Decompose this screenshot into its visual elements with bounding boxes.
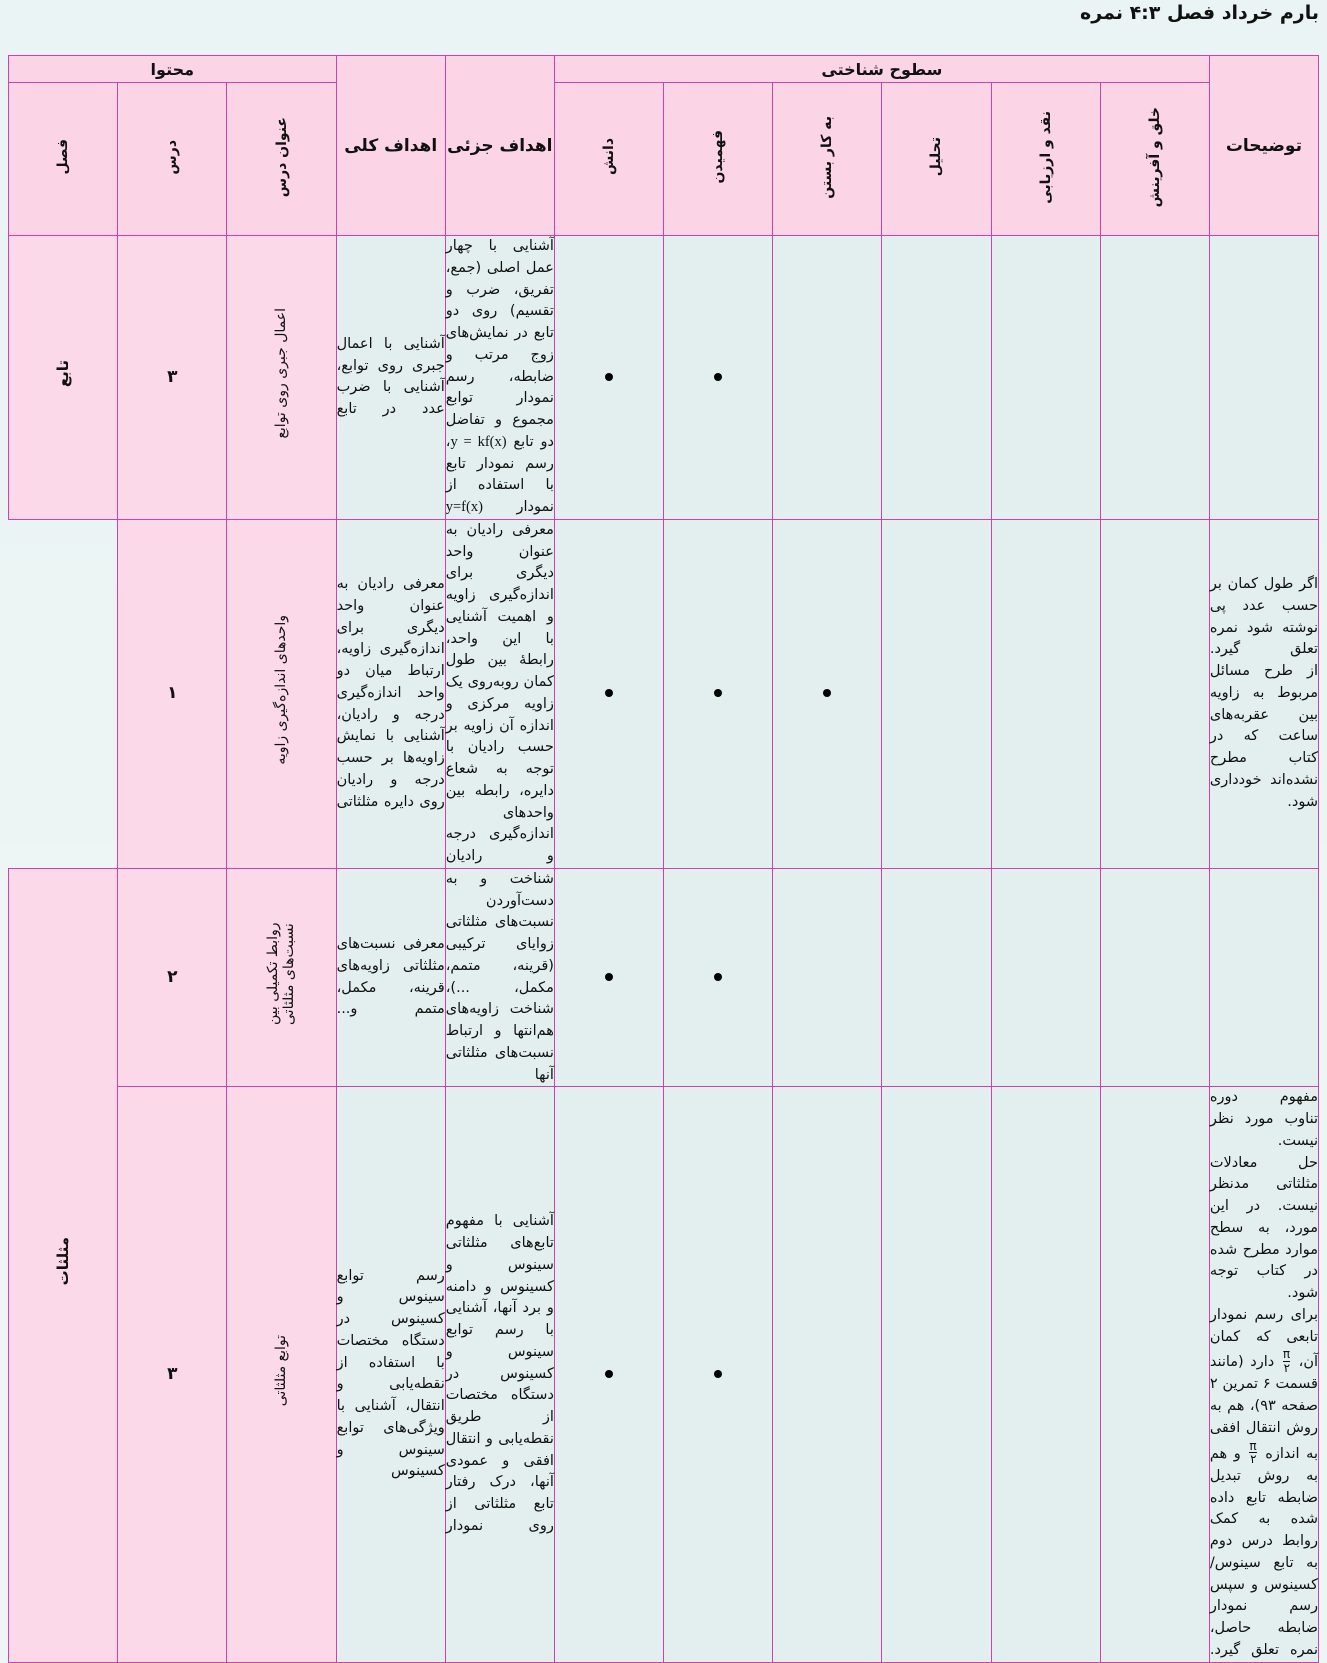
cell-level-apply[interactable] <box>773 236 882 520</box>
cell-notes: مفهوم دوره تناوب مورد نظر نیست. حل معادلات مثلثاتی مدنظر نیست. در این مورد، به سطح موارد مطرح شده در کتاب توجه شود. برای رسم نمودار تابعی که کمان آن، $\frac{\pi}{۲}$ دارد (مانند قسمت ۶ تمرین ۲ صفحه ۹۳)، هم به روش انتقال افقی به اندازه $\frac{\pi}{۲}$ و هم به روش تبدیل ضابطه تابع داده شده به کمک روابط درس دوم به تابع سینوس/کسینوس و سپس رسم نمودار ضابطه حاصل، نمره تعلق گیرد. <box>1209 1087 1318 1662</box>
cell-level-evaluate[interactable] <box>991 519 1100 868</box>
cell-lesson-number: ۳ <box>118 236 227 520</box>
chapter-label: تابع <box>53 359 72 388</box>
header-content-group: محتوا <box>9 56 337 83</box>
cell-level-understand[interactable] <box>664 236 773 520</box>
level-marker-empty <box>1151 1370 1159 1378</box>
header-level-create-label: خلق و آفرینش <box>1146 106 1163 208</box>
cell-notes: اگر طول کمان بر حسب عدد پی نوشته شود نمره تعلق گیرد. از طرح مسائل مربوط به زاویه بین عقربه‌های ساعت که در کتاب مطرح نشده‌اند خودداری شود. <box>1209 519 1318 868</box>
header-goal-detail: اهداف جزئی <box>445 56 554 236</box>
table-row <box>9 236 1319 520</box>
level-marker-dot-icon <box>714 689 722 697</box>
cell-goal-detail: آشنایی با چهار عمل اصلی (جمع، تفریق، ضرب و تقسیم) روی دو تابع در نمایش‌های زوج مرتب و ضابطه، رسم نمودار توابع مجموع و تفاضل دو تابع y = kf(x)، رسم نمودار تابع با استفاده از نمودار y=f(x) <box>445 236 554 520</box>
cell-level-apply[interactable] <box>773 519 882 868</box>
header-level-evaluate <box>991 83 1100 236</box>
level-marker-empty <box>1042 373 1050 381</box>
fraction: $\frac{\pi}{۲}$ <box>1282 1347 1291 1375</box>
level-marker-dot-icon <box>823 689 831 697</box>
cell-level-analyze[interactable] <box>882 1087 991 1662</box>
cell-goal-general: رسم توابع سینوس و کسینوس در دستگاه مختصات با استفاده از نقطه‌یابی و انتقال، آشنایی با ویژگی‌های توابع سینوس و کسینوس <box>336 1087 445 1662</box>
cell-goal-general: معرفی رادیان به عنوان واحد دیگری برای اندازه‌گیری زاویه، ارتباط میان دو واحد اندازه‌گیری درجه و رادیان، آشنایی با نمایش زاویه‌ها بر حسب درجه و رادیان روی دایره مثلثاتی <box>336 519 445 868</box>
header-level-evaluate-label: نقد و ارزیابی <box>1037 110 1054 204</box>
cell-level-apply[interactable] <box>773 1087 882 1662</box>
table-row <box>9 868 1319 1087</box>
table-body <box>9 236 1319 1663</box>
header-level-apply-label: به کار بستن <box>819 115 836 199</box>
cell-chapter <box>9 868 118 1662</box>
header-level-apply <box>773 83 882 236</box>
cell-level-create[interactable] <box>1100 236 1209 520</box>
level-marker-dot-icon <box>605 973 613 981</box>
level-marker-dot-icon <box>605 373 613 381</box>
table-row <box>9 1087 1319 1662</box>
table-row <box>9 519 1319 868</box>
cell-level-knowledge[interactable] <box>554 519 663 868</box>
lesson-title-label: توابع مثلثاتی <box>273 1334 290 1407</box>
level-marker-empty <box>823 373 831 381</box>
header-goal-general: اهداف کلی <box>336 56 445 236</box>
lesson-title-label: روابط تکمیلی بین نسبت‌های مثلثاتی <box>265 922 298 1025</box>
header-chapter <box>9 83 118 236</box>
math-expression: y=f(x) <box>445 499 483 515</box>
level-marker-empty <box>1042 1370 1050 1378</box>
level-marker-empty <box>932 1370 940 1378</box>
header-lesson <box>118 83 227 236</box>
cell-lesson-number: ۱ <box>118 519 227 868</box>
header-notes: توضیحات <box>1209 56 1318 236</box>
cell-level-understand[interactable] <box>664 868 773 1087</box>
level-marker-empty <box>823 973 831 981</box>
header-level-create <box>1100 83 1209 236</box>
level-marker-empty <box>932 689 940 697</box>
table-head <box>9 56 1319 236</box>
lesson-title-label: واحدهای اندازه‌گیری زاویه <box>273 615 290 765</box>
cell-lesson-title <box>227 868 336 1087</box>
header-lesson-title-label: عنوان درس <box>273 116 290 198</box>
level-marker-empty <box>1042 973 1050 981</box>
cell-level-evaluate[interactable] <box>991 236 1100 520</box>
level-marker-empty <box>1042 689 1050 697</box>
fraction: $\frac{\pi}{۲}$ <box>1249 1438 1257 1467</box>
page-title: بارم خرداد فصل ۴:۳ نمره <box>1080 2 1319 24</box>
header-row-bottom <box>9 83 1319 236</box>
cell-goal-general: معرفی نسبت‌های مثلثاتی زاویه‌های قرینه، مکمل، متمم و... <box>336 868 445 1087</box>
cell-lesson-title <box>227 1087 336 1662</box>
cell-level-understand[interactable] <box>664 1087 773 1662</box>
level-marker-dot-icon <box>714 973 722 981</box>
header-chapter-label: فصل <box>55 139 72 175</box>
lesson-title-label: اعمال جبری روی توابع <box>273 308 290 439</box>
chapter-label: مثلثات <box>53 1237 72 1286</box>
cell-notes <box>1209 236 1318 520</box>
math-expression: y = kf(x) <box>450 433 507 450</box>
cell-goal-detail: آشنایی با مفهوم تابع‌های مثلثاتی سینوس و کسینوس و دامنه و برد آنها، آشنایی با رسم توابع سینوس و کسینوس در دستگاه مختصات از طریق نقطه‌یابی و انتقال افقی و عمودی آنها، درک رفتار تابع مثلثاتی از روی نمودار <box>445 1087 554 1662</box>
level-marker-dot-icon <box>605 689 613 697</box>
header-cognitive-group: سطوح شناختی <box>554 56 1209 83</box>
header-level-knowledge <box>554 83 663 236</box>
cell-level-analyze[interactable] <box>882 236 991 520</box>
barem-table <box>8 55 1319 1663</box>
cell-level-evaluate[interactable] <box>991 868 1100 1087</box>
cell-level-knowledge[interactable] <box>554 868 663 1087</box>
cell-level-evaluate[interactable] <box>991 1087 1100 1662</box>
cell-level-analyze[interactable] <box>882 868 991 1087</box>
level-marker-empty <box>1151 689 1159 697</box>
cell-lesson-title <box>227 236 336 520</box>
header-level-analyze <box>882 83 991 236</box>
cell-level-knowledge[interactable] <box>554 236 663 520</box>
cell-chapter <box>9 236 118 520</box>
level-marker-empty <box>932 373 940 381</box>
level-marker-dot-icon <box>714 373 722 381</box>
level-marker-empty <box>823 1370 831 1378</box>
cell-lesson-title <box>227 519 336 868</box>
header-level-knowledge-label: دانش <box>600 138 617 176</box>
level-marker-dot-icon <box>714 1370 722 1378</box>
level-marker-dot-icon <box>605 1370 613 1378</box>
level-marker-empty <box>1151 973 1159 981</box>
cell-notes <box>1209 868 1318 1087</box>
level-marker-empty <box>1151 373 1159 381</box>
cell-level-knowledge[interactable] <box>554 1087 663 1662</box>
header-lesson-label: درس <box>164 139 181 175</box>
cell-lesson-number: ۳ <box>118 1087 227 1662</box>
header-row-top <box>9 56 1319 83</box>
header-level-analyze-label: تحلیل <box>928 137 945 177</box>
cell-goal-detail: شناخت و به دست‌آوردن نسبت‌های مثلثاتی زوایای ترکیبی (قرینه، متمم، مکمل، ...)، شناخت زاویه‌های هم‌انتها و ارتباط نسبت‌های مثلثاتی آنها <box>445 868 554 1087</box>
cell-level-create[interactable] <box>1100 519 1209 868</box>
cell-level-apply[interactable] <box>773 868 882 1087</box>
header-level-understand-label: فهمیدن <box>710 130 727 184</box>
cell-level-understand[interactable] <box>664 519 773 868</box>
cell-level-analyze[interactable] <box>882 519 991 868</box>
cell-goal-general: آشنایی با اعمال جبری روی توابع، آشنایی با ضرب عدد در تابع <box>336 236 445 520</box>
level-marker-empty <box>932 973 940 981</box>
cell-lesson-number: ۲ <box>118 868 227 1087</box>
cell-goal-detail: معرفی رادیان به عنوان واحد دیگری برای اندازه‌گیری زاویه و اهمیت آشنایی با این واحد، رابطهٔ بین طول کمان روبه‌روی یک زاویه مرکزی و اندازه آن زاویه بر حسب رادیان با توجه به شعاع دایره، رابطه بین واحدهای اندازه‌گیری درجه و رادیان <box>445 519 554 868</box>
cell-level-create[interactable] <box>1100 868 1209 1087</box>
header-lesson-title <box>227 83 336 236</box>
barem-table-container <box>8 55 1319 1663</box>
cell-level-create[interactable] <box>1100 1087 1209 1662</box>
header-level-understand <box>664 83 773 236</box>
